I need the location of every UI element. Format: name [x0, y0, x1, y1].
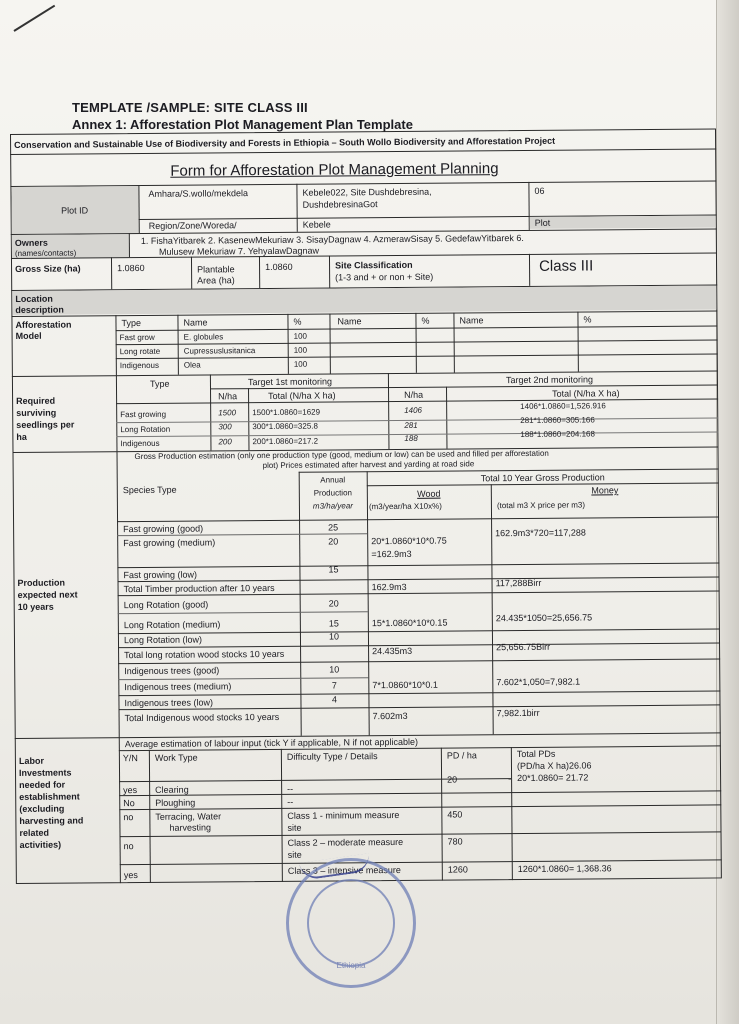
stamp-inner-ring	[307, 879, 395, 967]
production-row-annual: 10	[328, 631, 339, 642]
production-note-line1: Gross Production estimation (only one production type (good, medium or low) can be used and filled per afforestation	[134, 448, 549, 462]
production-row-annual: 15	[328, 618, 339, 629]
site-class-value: Class III	[538, 257, 594, 275]
site-class-label-line2: (1-3 and + or non + Site)	[335, 271, 434, 283]
seedlings-row-type: Long Rotation	[120, 424, 171, 435]
production-row-name: Indigenous trees (good)	[124, 665, 220, 677]
production-col-wood: Wood	[417, 488, 441, 499]
model-row-type: Indigenous	[119, 360, 160, 371]
labor-label-line6: harvesting and	[19, 815, 84, 826]
seedlings-target1: Target 1st monitoring	[247, 376, 333, 388]
plot-number-label: Plot	[534, 217, 551, 228]
plan-form	[10, 128, 722, 884]
model-row-type: Fast grow	[119, 332, 155, 343]
production-row-annual: 25	[328, 522, 339, 533]
plantable-value: 1.0860	[265, 261, 293, 273]
seedlings-label-line2: surviving	[16, 407, 57, 418]
labor-row-total: 1260*1.0860= 1,368.36	[517, 863, 612, 875]
model-row-name: Olea	[183, 360, 201, 370]
production-row-money: 7.602*1,050=7,982.1	[496, 676, 581, 688]
production-row-annual: 4	[331, 694, 337, 705]
labor-row-difficulty-line2: site	[287, 822, 302, 833]
labor-col-total-line1: Total PDs	[516, 748, 556, 760]
location-label-line1: Location	[15, 293, 53, 304]
production-row-name: Long Rotation (good)	[123, 599, 209, 611]
seedlings-col-total-2: Total (N/ha X ha)	[552, 388, 620, 399]
labor-label-line7: related	[19, 827, 50, 838]
owners-label: Owners	[14, 237, 48, 248]
labor-row-work: Ploughing	[155, 797, 196, 808]
production-row-money: 25,656.75Birr	[496, 641, 551, 653]
labor-row-total: 20*1.0860= 21.72	[517, 772, 589, 784]
model-col-pct-3: %	[583, 314, 592, 325]
seedlings-row-t1: 200*1.0860=217.2	[252, 436, 319, 447]
production-col-annual-line2: Production	[313, 488, 352, 498]
labor-row-difficulty: Class 3 – intensive measure	[287, 864, 401, 876]
model-col-name-2: Name	[337, 316, 362, 327]
production-row-name: Indigenous trees (medium)	[124, 681, 232, 693]
production-col-species: Species Type	[122, 484, 177, 496]
production-row-wood-line2: =162.9m3	[371, 548, 412, 560]
production-label-line2: expected next	[17, 589, 78, 600]
seedlings-col-nha: N/ha	[218, 391, 238, 402]
labor-row-pd: 450	[447, 809, 463, 820]
labor-label-line2: Investments	[18, 767, 72, 778]
annex-heading: Annex 1: Afforestation Plot Management Plan Template	[72, 117, 413, 132]
gross-size-value: 1.0860	[117, 262, 145, 274]
production-row-name: Total Indigenous wood stocks 10 years	[124, 711, 280, 724]
production-row-wood: 7.602m3	[372, 710, 408, 722]
region-label: Region/Zone/Woreda/	[148, 220, 237, 231]
production-col-gross: Total 10 Year Gross Production	[480, 472, 605, 484]
seedlings-row-type: Indigenous	[120, 438, 160, 449]
seedlings-row-n2: 1406	[404, 405, 423, 415]
production-row-name: Indigenous trees (low)	[124, 697, 214, 709]
labor-row-yn: yes	[123, 785, 138, 796]
production-row-annual: 10	[329, 664, 340, 675]
labor-row-difficulty: --	[287, 796, 294, 807]
production-row-money: 117,288Birr	[495, 577, 542, 589]
owners-sublabel: (names/contacts)	[14, 248, 77, 258]
pen-mark	[13, 5, 55, 32]
model-col-pct: %	[293, 316, 302, 327]
plantable-label-line2: Area (ha)	[197, 275, 235, 286]
production-row-annual: 20	[328, 536, 339, 547]
production-col-money-unit: (total m3 X price per m3)	[496, 500, 585, 511]
seedlings-label-line4: ha	[16, 431, 27, 442]
production-col-annual-line1: Annual	[320, 475, 346, 485]
seedlings-row-n1: 1500	[218, 408, 237, 418]
template-heading: TEMPLATE /SAMPLE: SITE CLASS III	[72, 100, 308, 115]
labor-label-line4: establishment	[19, 791, 80, 802]
seedlings-row-n1: 300	[218, 422, 232, 432]
seedlings-col-nha-2: N/ha	[404, 389, 424, 400]
production-row-name: Fast growing (medium)	[123, 537, 216, 549]
production-row-name: Total long rotation wood stocks 10 years	[124, 648, 285, 661]
production-row-wood: 24.435m3	[372, 645, 413, 657]
production-row-money: 7,982.1birr	[496, 707, 540, 719]
production-col-wood-unit: (m3/year/ha X10x%)	[368, 501, 442, 512]
labor-row-difficulty: --	[287, 783, 294, 794]
seedlings-col-total: Total (N/ha X ha)	[268, 390, 336, 401]
labor-row-difficulty: Class 2 – moderate measure	[287, 836, 404, 848]
seedlings-row-n1: 200	[218, 437, 232, 447]
model-row-pct: 100	[293, 345, 308, 355]
seedlings-target2: Target 2nd monitoring	[505, 374, 594, 386]
production-note-line2: plot) Prices estimated after harvest and yarding at road side	[262, 459, 475, 471]
production-row-name: Total Timber production after 10 years	[123, 582, 275, 595]
model-col-name-3: Name	[459, 315, 484, 326]
model-col-pct-2: %	[421, 315, 430, 326]
production-row-wood: 15*1.0860*10*0.15	[371, 617, 448, 629]
model-row-pct: 100	[293, 331, 307, 341]
gross-size-label: Gross Size (ha)	[15, 263, 81, 274]
location-label-line2: description	[15, 304, 64, 315]
production-row-money: 162.9m3*720=117,288	[495, 527, 586, 539]
labor-row-yn: no	[123, 812, 134, 823]
seedlings-row-t2: 188*1.0860=204.168	[520, 429, 595, 440]
seedlings-row-t2: 1406*1.0860=1,526.916	[520, 401, 606, 412]
seedlings-label-line1: Required	[16, 395, 56, 406]
seedlings-row-type: Fast growing	[120, 409, 167, 420]
model-label-line2: Model	[15, 330, 42, 341]
owners-line2: Mulusew Mekuriaw 7. YehyalawDagnaw	[158, 245, 320, 257]
production-row-annual: 20	[328, 598, 339, 609]
production-row-name: Fast growing (good)	[123, 523, 204, 535]
production-col-money: Money	[591, 485, 619, 496]
model-col-name: Name	[183, 317, 208, 328]
production-row-name: Long Rotation (low)	[123, 634, 203, 646]
project-banner: Conservation and Sustainable Use of Biodiversity and Forests in Ethiopia – South Wollo Biodiversity and Afforestation Project	[14, 135, 556, 150]
model-row-name: Cupressuslusitanica	[183, 346, 256, 356]
labor-row-pd: 20	[447, 774, 458, 785]
labor-label-line8: activities)	[19, 839, 62, 850]
owners-line1: 1. FishaYitbarek 2. KasenewMekuriaw 3. SisayDagnaw 4. AzmerawSisay 5. GedefawYitbarek 6.	[140, 232, 524, 246]
labor-row-difficulty: Class 1 - minimum measure	[287, 809, 400, 821]
seedlings-row-n2: 281	[404, 420, 418, 430]
labor-row-yn: no	[123, 841, 134, 852]
plantable-label-line1: Plantable	[197, 264, 235, 275]
seedlings-row-t1: 1500*1.0860=1629	[252, 407, 321, 418]
labor-label-line5: (excluding	[19, 803, 65, 814]
production-row-annual: 15	[328, 564, 339, 575]
production-row-name: Long Rotation (medium)	[123, 619, 221, 631]
labor-col-yn: Y/N	[122, 753, 138, 764]
model-row-name: E. globules	[183, 332, 224, 342]
site-class-label-line1: Site Classification	[335, 259, 413, 271]
seedlings-row-t2: 281*1.0860=305.166	[520, 415, 595, 426]
official-stamp	[286, 858, 416, 988]
production-row-name: Fast growing (low)	[123, 569, 198, 581]
labor-row-work-line2: harvesting	[169, 822, 212, 833]
plot-id-label: Plot ID	[61, 205, 89, 216]
labor-row-difficulty-line2: site	[287, 849, 302, 860]
seedlings-label-line3: seedlings per	[16, 419, 75, 430]
labor-row-yn: No	[123, 798, 135, 809]
model-row-type: Long rotate	[119, 346, 161, 357]
labor-col-total-line2: (PD/ha X ha)26.06	[516, 760, 592, 772]
production-label-line1: Production	[17, 577, 66, 588]
model-col-type: Type	[121, 317, 142, 329]
stamp-text: Ethiopia	[336, 961, 366, 970]
labor-note: Average estimation of labour input (tick Y if applicable, N if not applicable)	[124, 736, 418, 750]
model-row-pct: 100	[293, 359, 308, 369]
labor-col-work: Work Type	[154, 752, 198, 763]
labor-col-pd: PD / ha	[446, 750, 477, 761]
plot-number-value: 06	[534, 185, 545, 196]
kebele-value-line1: Kebele022, Site Dushdebresina,	[302, 186, 432, 198]
production-label-line3: 10 years	[17, 601, 54, 612]
production-row-money: 24.435*1050=25,656.75	[495, 612, 593, 624]
labor-row-work: Terracing, Water	[155, 811, 222, 822]
kebele-label: Kebele	[302, 219, 331, 230]
labor-label-line3: needed for	[19, 779, 66, 790]
labor-row-pd: 1260	[447, 864, 468, 875]
production-col-annual-line3: m3/ha/year	[312, 501, 353, 511]
kebele-value-line2: DushdebresinaGot	[302, 199, 378, 210]
labor-label-line1: Labor	[18, 755, 44, 766]
production-row-wood: 7*1.0860*10*0.1	[372, 679, 438, 691]
seedlings-row-t1: 300*1.0860=325.8	[252, 421, 318, 432]
production-row-wood: 162.9m3	[371, 581, 407, 593]
labor-row-work: Clearing	[155, 784, 189, 795]
seedlings-row-n2: 188	[404, 433, 418, 443]
form-title: Form for Afforestation Plot Management Planning	[170, 160, 499, 180]
labor-row-yn: yes	[123, 870, 138, 881]
production-row-wood: 20*1.0860*10*0.75	[371, 535, 447, 547]
labor-col-difficulty: Difficulty Type / Details	[286, 751, 378, 762]
seedlings-col-type: Type	[149, 378, 170, 389]
region-value: Amhara/S.wollo/mekdela	[148, 188, 249, 199]
labor-row-pd: 780	[447, 836, 463, 847]
production-row-annual: 7	[331, 680, 337, 691]
model-label-line1: Afforestation	[15, 319, 72, 330]
